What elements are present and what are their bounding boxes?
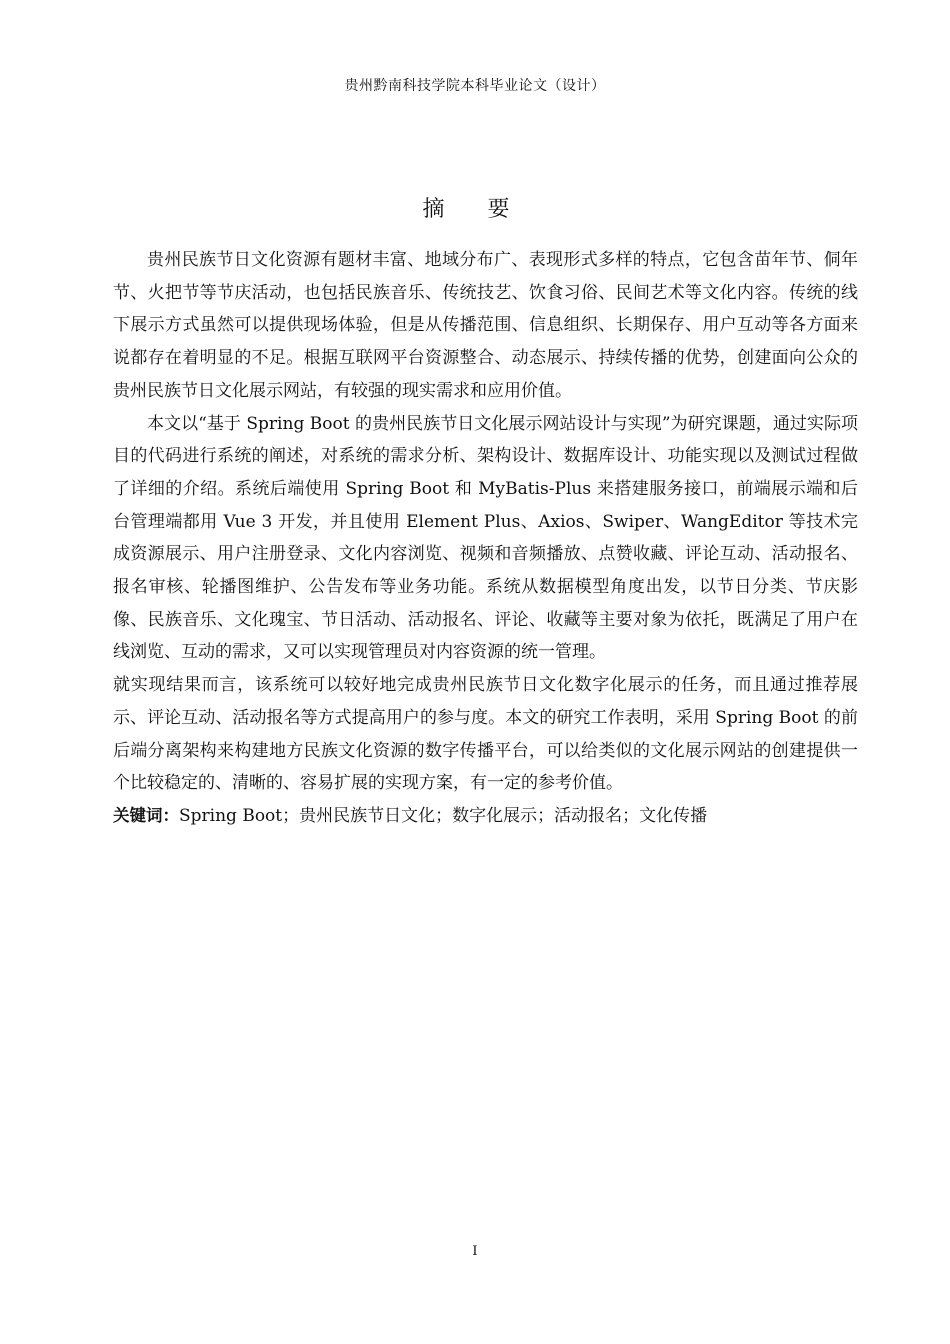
- page-title: 摘 要: [422, 196, 528, 222]
- abstract-paragraph-3: 就实现结果而言，该系统可以较好地完成贵州民族节日文化数字化展示的任务，而且通过推荐展示、评论互动、活动报名等方式提高用户的参与度。本文的研究工作表明，采用 Spring Boot 的前后端分离架构来构建地方民族文化资源的数字传播平台，可以给类似的文化展示网站的创建提供一个比较稳定的、清晰的、容易扩展的实现方案，有一定的参考价值。: [113, 675, 858, 794]
- keywords-label: 关键词：: [113, 805, 179, 825]
- abstract-body: [113, 244, 858, 833]
- abstract-paragraph-1: 贵州民族节日文化资源有题材丰富、地域分布广、表现形式多样的特点，它包含苗年节、侗年节、火把节等节庆活动，也包括民族音乐、传统技艺、饮食习俗、民间艺术等文化内容。传统的线下展示方式虽然可以提供现场体验，但是从传播范围、信息组织、长期保存、用户互动等各方面来说都存在着明显的不足。根据互联网平台资源整合、动态展示、持续传播的优势，创建面向公众的贵州民族节日文化展示网站，有较强的现实需求和应用价值。: [113, 250, 858, 401]
- page-header: 贵州黔南科技学院本科毕业论文（设计）: [344, 78, 606, 94]
- keywords-line: [113, 800, 858, 833]
- keywords-text: Spring Boot；贵州民族节日文化；数字化展示；活动报名；文化传播: [179, 805, 708, 826]
- page-number: I: [472, 1244, 478, 1259]
- abstract-paragraph-2: 本文以“基于 Spring Boot 的贵州民族节日文化展示网站设计与实现”为研究课题，通过实际项目的代码进行系统的阐述，对系统的需求分析、架构设计、数据库设计、功能实现以及测试过程做了详细的介绍。系统后端使用 Spring Boot 和 MyBatis-Plus 来搭建服务接口，前端展示端和后台管理端都用 Vue 3 开发，并且使用 Element Plus、Axios、Swiper、WangEditor 等技术完成资源展示、用户注册登录、文化内容浏览、视频和音频播放、点赞收藏、评论互动、活动报名、报名审核、轮播图维护、公告发布等业务功能。系统从数据模型角度出发，以节日分类、节庆影像、民族音乐、文化瑰宝、节日活动、活动报名、评论、收藏等主要对象为依托，既满足了用户在线浏览、互动的需求，又可以实现管理员对内容资源的统一管理。: [113, 413, 858, 663]
